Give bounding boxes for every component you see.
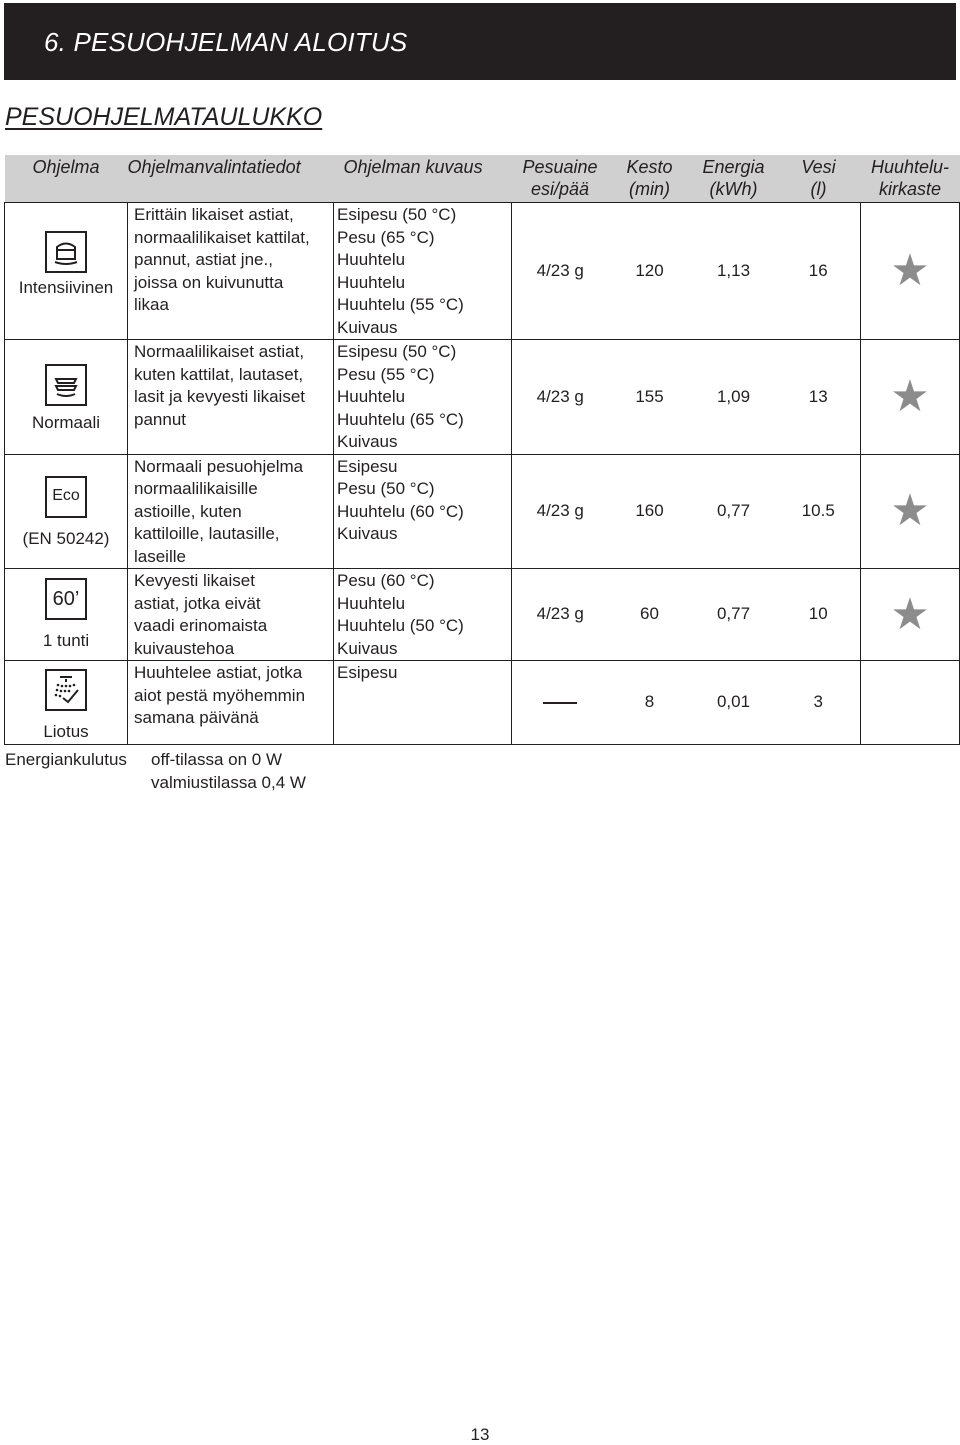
- table-row: [5, 203, 960, 340]
- program-name: Normaali: [31, 413, 101, 432]
- energy-consumption-label: Energiankulutus: [5, 750, 127, 769]
- program-cell: [5, 661, 128, 745]
- energy-value: 0,01: [716, 692, 751, 711]
- program-info: Normaalilikaiset astiat, kuten kattilat, lautaset, lasit ja kevyesti likaiset pannut: [128, 340, 334, 455]
- star-icon: ★: [890, 371, 930, 421]
- program-cell: [5, 340, 128, 455]
- header-program: Ohjelma: [5, 155, 128, 203]
- table-row: [5, 340, 960, 455]
- program-info: Huuhtelee astiat, jotka aiot pestä myöhemmin samana päivänä: [128, 661, 334, 745]
- header-water: Vesi (l): [777, 155, 861, 203]
- water-value: 16: [808, 260, 828, 280]
- rinse-aid-cell: [861, 569, 960, 661]
- program-cell: [5, 569, 128, 661]
- water-value: 13: [808, 386, 828, 406]
- program-description: Pesu (60 °C) Huuhtelu Huuhtelu (50 °C) Kuivaus: [334, 569, 512, 661]
- table-header-row: [5, 155, 960, 203]
- duration-value: 60: [640, 604, 659, 624]
- program-name: Intensiivinen: [18, 278, 114, 297]
- rinse-aid-cell: [861, 454, 960, 569]
- program-info: Erittäin likaiset astiat, normaalilikaiset kattilat, pannut, astiat jne., joissa on kuivunutta likaa: [128, 203, 334, 340]
- header-duration: Kesto (min): [609, 155, 691, 203]
- rinse-aid-cell: [861, 203, 960, 340]
- table-row: [5, 661, 960, 745]
- standby-consumption: valmiustilassa 0,4 W: [151, 773, 306, 792]
- off-mode-consumption: off-tilassa on 0 W: [151, 750, 283, 769]
- program-description: Esipesu Pesu (50 °C) Huuhtelu (60 °C) Kuivaus: [334, 454, 512, 569]
- detergent-value: [512, 661, 609, 745]
- table-row: [5, 454, 960, 569]
- section-title: PESUOHJELMATAULUKKO: [5, 103, 323, 131]
- program-info: Kevyesti likaiset astiat, jotka eivät vaadi erinomaista kuivaustehoa: [128, 569, 334, 661]
- rinse-aid-cell: [861, 340, 960, 455]
- program-table: [4, 155, 960, 745]
- energy-value: 1,13: [716, 260, 751, 280]
- program-description: Esipesu (50 °C) Pesu (55 °C) Huuhtelu Huuhtelu (65 °C) Kuivaus: [334, 340, 512, 455]
- header-energy: Energia (kWh): [691, 155, 777, 203]
- header-description: Ohjelman kuvaus: [334, 155, 512, 203]
- detergent-value: 4/23 g: [536, 260, 584, 280]
- header-detergent: Pesuaine esi/pää: [512, 155, 609, 203]
- duration-value: 160: [635, 501, 664, 520]
- dishes-icon: [45, 364, 87, 406]
- energy-value: 1,09: [716, 386, 751, 406]
- star-icon: ★: [890, 589, 930, 639]
- program-name: Liotus: [43, 722, 89, 741]
- program-cell: [5, 203, 128, 340]
- program-description: Esipesu (50 °C) Pesu (65 °C) Huuhtelu Huuhtelu Huuhtelu (55 °C) Kuivaus: [334, 203, 512, 340]
- rinse-aid-cell: [861, 661, 960, 745]
- dash-mark: [543, 702, 577, 704]
- table-row: [5, 569, 960, 661]
- water-value: 10: [808, 604, 828, 624]
- sixty-minute-icon: 60’: [45, 578, 87, 620]
- water-value: 10.5: [801, 501, 835, 520]
- eco-icon: Eco: [45, 476, 87, 518]
- water-value: 3: [813, 692, 823, 711]
- header-info: Ohjelmanvalintatiedot: [128, 155, 334, 203]
- program-name: (EN 50242): [22, 528, 110, 548]
- program-cell: [5, 454, 128, 569]
- duration-value: 120: [635, 260, 664, 280]
- program-name: 1 tunti: [42, 631, 90, 650]
- page-number: 13: [470, 1425, 490, 1444]
- energy-value: 0,77: [716, 501, 751, 520]
- program-description: Esipesu: [334, 661, 512, 745]
- detergent-value: 4/23 g: [536, 604, 584, 624]
- header-bar: [4, 3, 956, 80]
- detergent-value: 4/23 g: [536, 501, 584, 520]
- duration-value: 155: [635, 386, 664, 406]
- pot-icon: [45, 231, 87, 273]
- energy-value: 0,77: [716, 604, 751, 624]
- star-icon: ★: [890, 486, 930, 536]
- detergent-value: 4/23 g: [536, 386, 584, 406]
- program-info: Normaali pesuohjelma normaalilikaisille astioille, kuten kattiloille, lautasille, laseille: [128, 454, 334, 569]
- header-rinse-aid: Huuhtelu- kirkaste: [861, 155, 960, 203]
- rinse-icon: [45, 669, 87, 711]
- page-title: 6. PESUOHJELMAN ALOITUS: [44, 27, 408, 57]
- duration-value: 8: [644, 692, 655, 711]
- star-icon: ★: [890, 246, 930, 295]
